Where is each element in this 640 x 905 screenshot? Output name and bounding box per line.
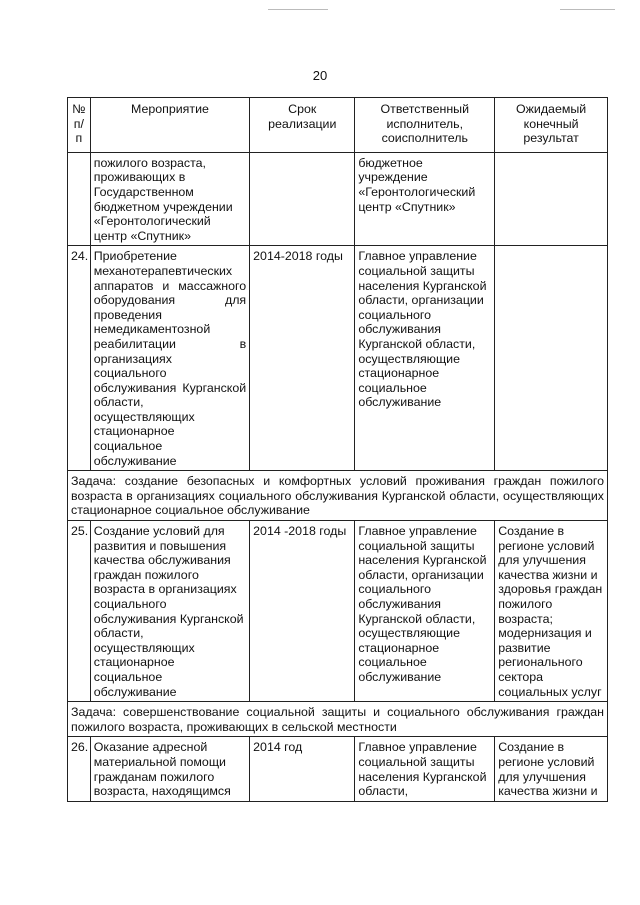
row-activity: Оказание адресной материальной помощи гражданам пожилого возраста, находящимся xyxy=(90,737,249,801)
row-result xyxy=(495,246,608,471)
row-num xyxy=(68,152,91,246)
row-term xyxy=(250,152,355,246)
row-result: Создание в регионе условий для улучшения качества жизни и xyxy=(495,737,608,801)
header-num: № п/п xyxy=(68,98,91,153)
table-row xyxy=(68,246,608,471)
row-num: 26. xyxy=(68,737,91,801)
task-row xyxy=(68,471,608,521)
row-executor: Главное управление социальной защиты населения Курганской области, xyxy=(355,737,495,801)
table-row xyxy=(68,521,608,702)
row-result: Создание в регионе условий для улучшения качества жизни и здоровья граждан пожилого возраста; модернизация и развитие регионального сектора социальных услуг xyxy=(495,521,608,702)
task-text: Задача: создание безопасных и комфортных условий проживания граждан пожилого возраста в организациях социального обслуживания Курганской области, осуществляющих стационарное социальное обслуживание xyxy=(68,471,608,521)
table-row xyxy=(68,152,608,246)
header-row xyxy=(68,98,608,153)
row-num: 24. xyxy=(68,246,91,471)
header-term: Срок реализации xyxy=(250,98,355,153)
header-activity: Мероприятие xyxy=(90,98,249,153)
row-executor: Главное управление социальной защиты населения Курганской области, организации социального обслуживания Курганской области, осуществляющие стационарное социальное обслуживание xyxy=(355,246,495,471)
header-result: Ожидаемый конечный результат xyxy=(495,98,608,153)
row-activity: Приобретение механотерапевтических аппаратов и массажного оборудования для проведения немедикаментозной реабилитации в организациях социального обслуживания Курганской области, осуществляющих стационарное социальное обслуживание xyxy=(90,246,249,471)
header-executor: Ответственный исполнитель, соисполнитель xyxy=(355,98,495,153)
task-text: Задача: совершенствование социальной защиты и социального обслуживания граждан пожилого возраста, проживающих в сельской местности xyxy=(68,702,608,737)
row-term: 2014-2018 годы xyxy=(250,246,355,471)
row-executor: бюджетное учреждение «Геронтологический центр «Спутник» xyxy=(355,152,495,246)
table-row xyxy=(68,737,608,801)
row-result xyxy=(495,152,608,246)
scan-artifact xyxy=(560,9,615,10)
plan-table xyxy=(67,97,608,802)
row-term: 2014 -2018 годы xyxy=(250,521,355,702)
row-executor: Главное управление социальной защиты населения Курганской области, организации социального обслуживания Курганской области, осуществляющие стационарное социальное обслуживание xyxy=(355,521,495,702)
task-row xyxy=(68,702,608,737)
row-term: 2014 год xyxy=(250,737,355,801)
page-number: 20 xyxy=(312,68,328,83)
scan-artifact xyxy=(268,9,328,10)
row-activity: пожилого возраста, проживающих в Государственном бюджетном учреждении «Геронтологический центр «Спутник» xyxy=(90,152,249,246)
row-activity: Создание условий для развития и повышения качества обслуживания граждан пожилого возраста в организациях социального обслуживания Курганской области, осуществляющих стационарное социальное обслуживание xyxy=(90,521,249,702)
row-num: 25. xyxy=(68,521,91,702)
